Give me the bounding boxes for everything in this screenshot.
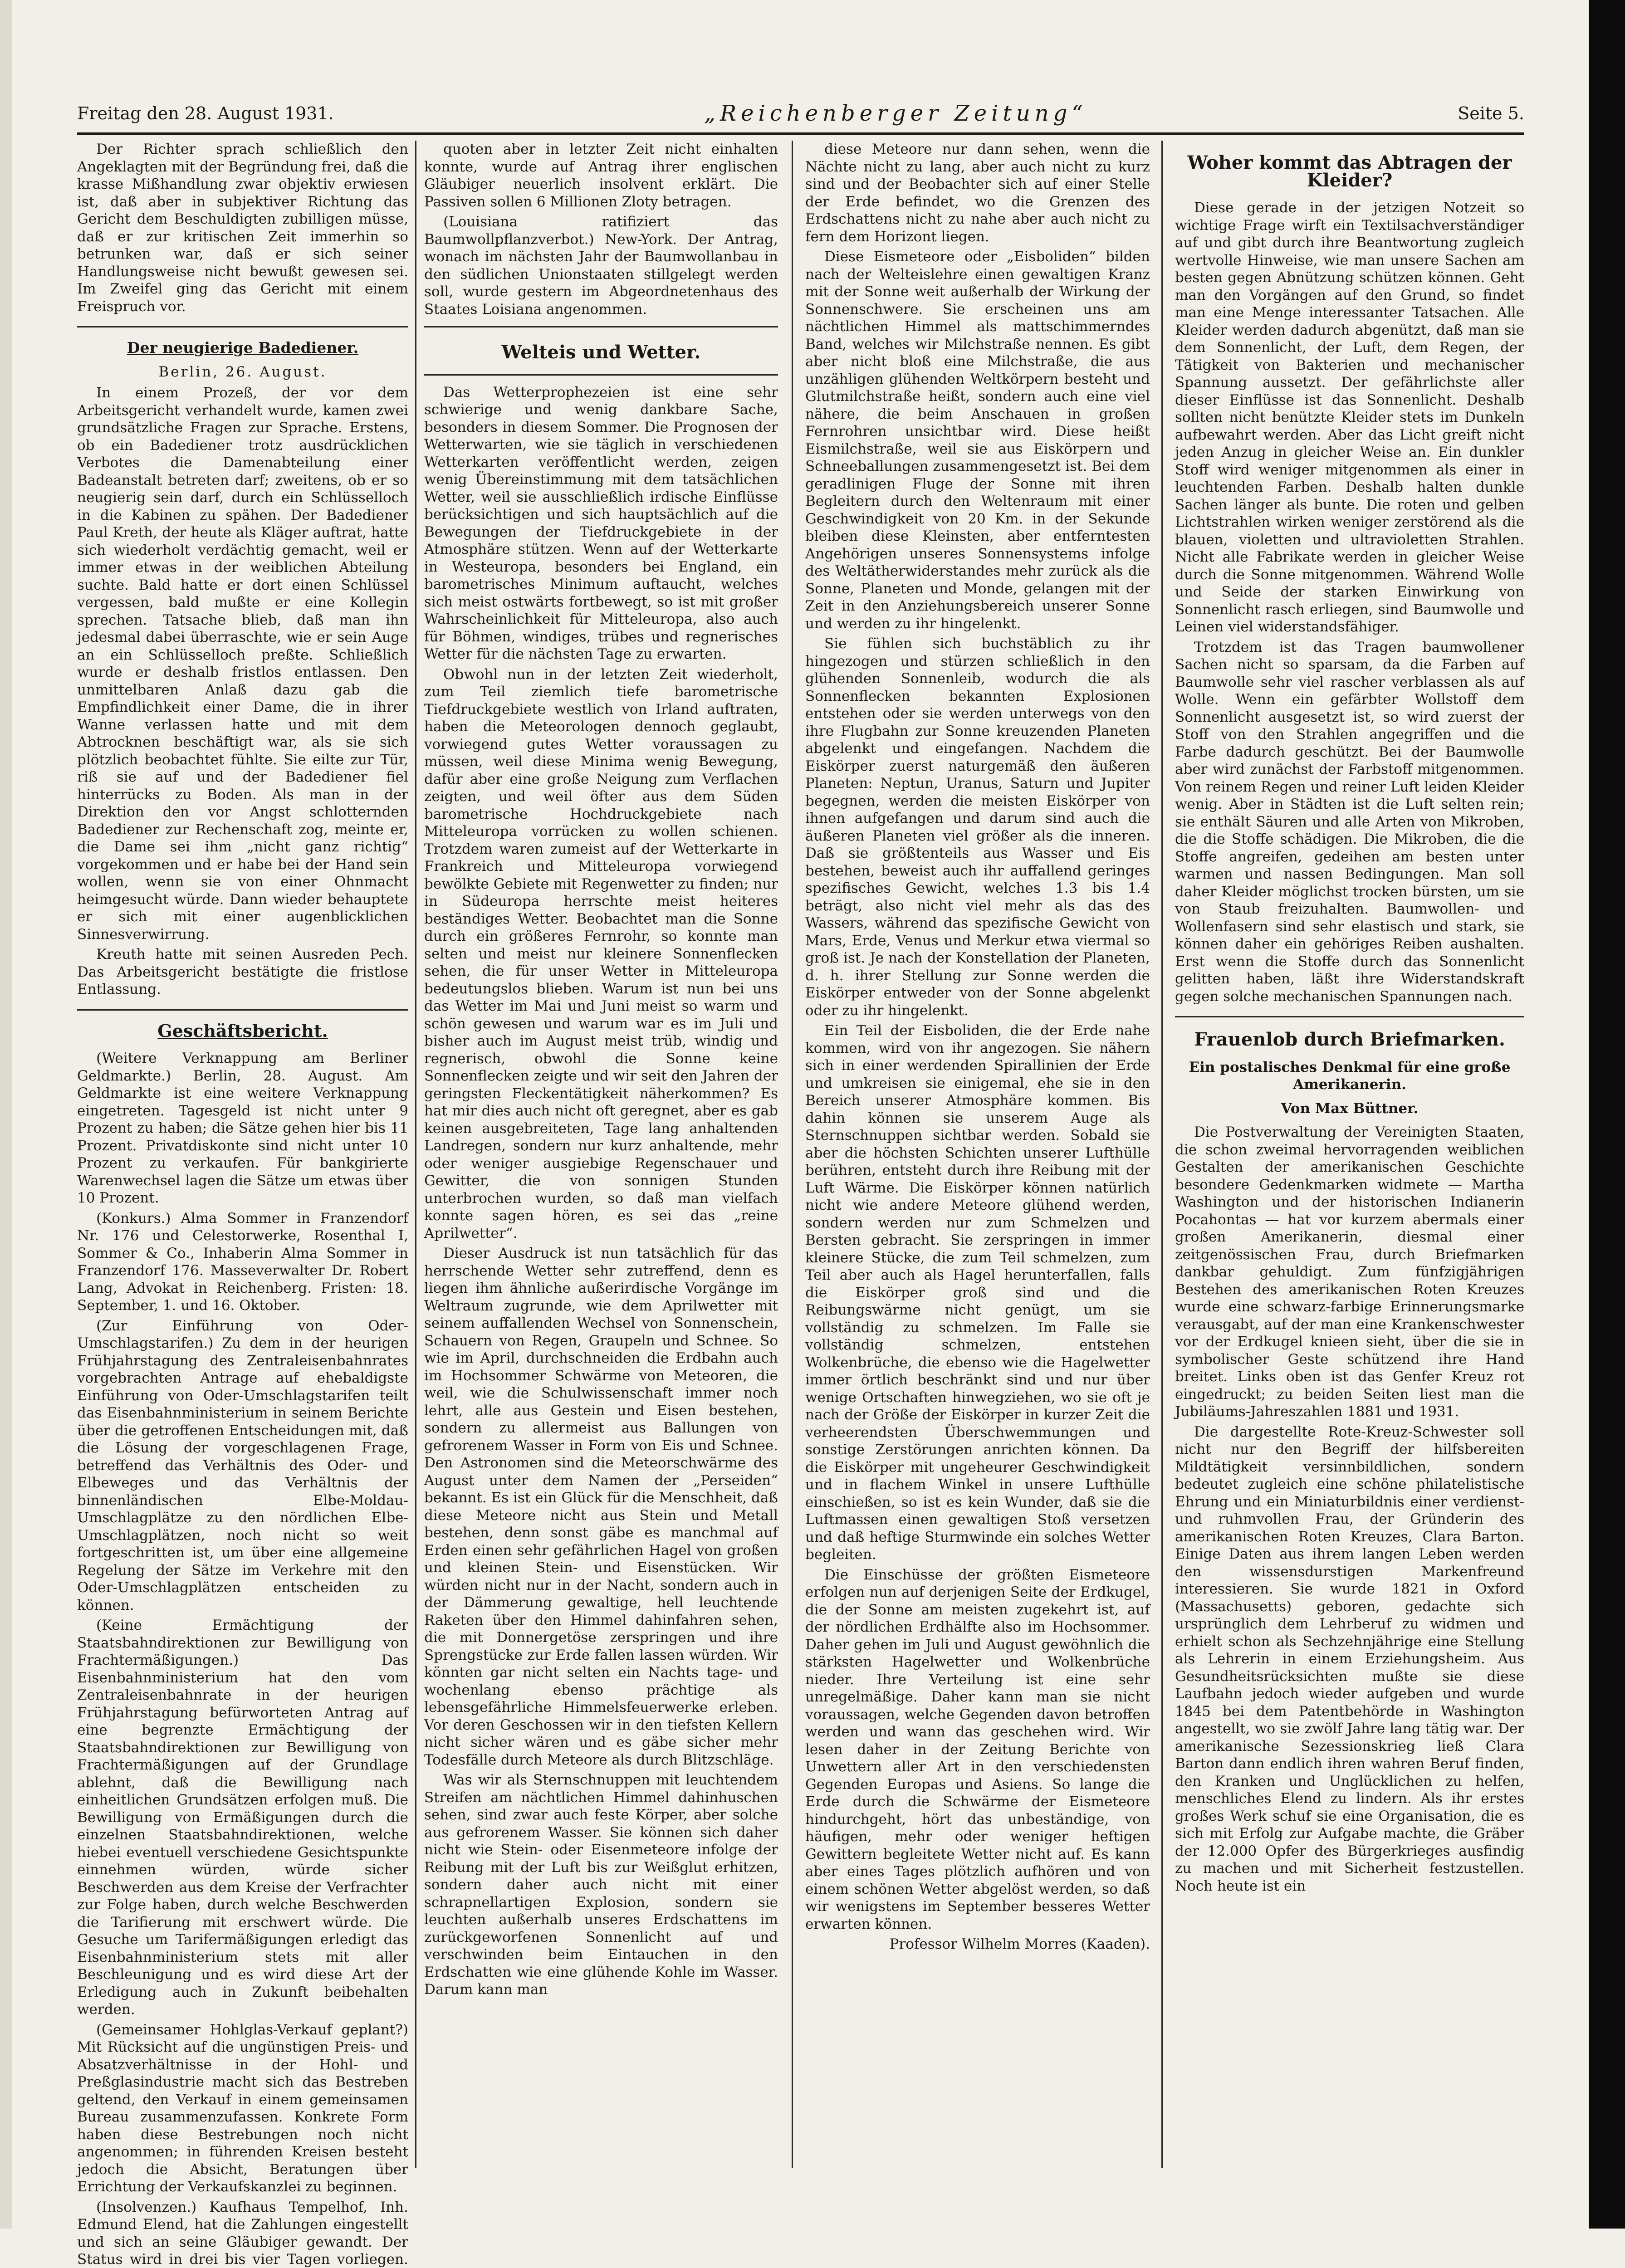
article-subtitle: Ein postalisches Denkmal für eine große Amerikanerin. <box>1175 1059 1524 1094</box>
paragraph: Diese Eismeteore oder „Eisboliden“ bilden nach der Welteislehre einen gewaltigen Kranz mit der Sonne weit außerhalb der Wirkung der Sonnenschwere. Sie erscheinen uns am nächtlichen Himmel als mattschimmerndes Band, welches wir Milchstraße nennen. Es gibt aber nicht bloß eine Milchstraße, die aus unzähligen glühenden Weltkörpern besteht und Glutmilchstraße heißt, sondern auch eine viel nähere, die beim Anschauen in großen Fernrohren unsichtbar wird. Diese heißt Eismilchstraße, weil sie aus Eiskörpern und Schneeballungen zusammengesetzt ist. Bei dem geradlinigen Fluge der Sonne mit ihren Begleitern durch den Weltenraum mit einer Geschwindigkeit von 20 Km. in der Sekunde bleiben diese Kleinsten, aber entferntesten Angehörigen unseres Sonnensystems infolge des Weltätherwiderstandes mehr zurück als die Sonne, Planeten und Monde, gelangen mit der Zeit in den Anziehungsbereich unserer Sonne und werden zu ihr hingelenkt. <box>805 248 1150 632</box>
article-box <box>424 326 778 376</box>
divider <box>1175 1016 1524 1017</box>
paragraph: Diese gerade in der jetzigen Notzeit so wichtige Frage wirft ein Textilsachverständiger auf und gibt durch ihre Beantwortung zugleich wertvolle Hinweise, wie man unsere Sachen am besten gegen Abnützung schützen können. Geht man den Vorgängen auf den Grund, so findet man eine Menge interessanter Tatsachen. Alle Kleider werden dadurch abgenützt, daß man sie dem Sonnenlicht, der Luft, dem Regen, der Tätigkeit von Bakterien und mechanischer Spannung aussetzt. Der gefährlichste aller dieser Einflüsse ist das Sonnenlicht. Deshalb sollten nicht benützte Kleider stets im Dunkeln aufbewahrt werden. Aber das Licht greift nicht jeden Anzug in gleicher Weise an. Ein dunkler Stoff wird weniger mitgenommen als einer in leuchtenden Farben. Deshalb halten dunkle Sachen länger als bunte. Die roten und gelben Lichtstrahlen wirken weniger zerstörend als die blauen, violetten und ultravioletten Strahlen. Nicht alle Fabrikate werden in gleicher Weise durch die Sonne mitgenommen. Während Wolle und Seide der starken Einwirkung von Sonnenlicht rasch erliegen, sind Baumwolle und Leinen viel widerstandsfähiger. <box>1175 199 1524 636</box>
column-rule <box>792 141 793 2168</box>
divider <box>77 1009 408 1011</box>
business-item: (Weitere Verknappung am Berliner Geldmarkte.) Berlin, 28. August. Am Geldmarkte ist eine weitere Verknappung eingetreten. Tagesgeld ist nicht unter 9 Prozent zu haben; die Sätze gehen hier bis 11 Prozent. Privatdiskonte sind nicht unter 10 Prozent zu verkaufen. Für bankgirierte Warenwechsel lagen die Sätze um etwas über 10 Prozent. <box>77 1050 408 1207</box>
paragraph: Kreuth hatte mit seinen Ausreden Pech. Das Arbeitsgericht bestätigte die fristlose Entlassung. <box>77 946 408 998</box>
business-item: (Louisiana ratifiziert das Baumwollpflanzverbot.) New-York. Der Antrag, wonach im nächsten Jahr der Baumwollanbau in den südlichen Unionstaaten stillgelegt werden soll, wurde gestern im Abgeordnetenhaus des Staates Loisiana angenommen. <box>424 213 778 318</box>
paragraph: Was wir als Sternschnuppen mit leuchtendem Streifen am nächtlichen Himmel dahinhuschen sehen, sind zwar auch feste Körper, aber solche aus gefrorenem Wasser. Sie können sich daher nicht wie Stein- oder Eisenmeteore infolge der Reibung mit der Luft bis zur Weißglut erhitzen, sondern daher auch nicht mit einer schrapnellartigen Explosion, sondern sie leuchten außerhalb unseres Erdschattens im zurückgeworfenen Sonnenlicht auf und verschwinden beim Eintauchen in den Erdschatten wie eine glühende Kohle im Wasser. Darum kann man <box>424 1771 778 1999</box>
business-item: (Konkurs.) Alma Sommer in Franzendorf Nr. 176 und Celestorwerke, Rosenthal I, Sommer & Co., Inhaberin Alma Sommer in Franzendorf 176. Masseverwalter Dr. Robert Lang, Advokat in Reichenberg. Fristen: 18. September, 1. und 16. Oktober. <box>77 1210 408 1315</box>
issue-date: Freitag den 28. August 1931. <box>77 103 334 123</box>
scan-dark-edge <box>1589 0 1625 2229</box>
column-rule <box>415 141 416 2168</box>
page-number: Seite 5. <box>1458 103 1524 123</box>
column-3 <box>805 141 1150 1932</box>
divider <box>77 326 408 327</box>
paragraph: Ein Teil der Eisboliden, die der Erde nahe kommen, wird von ihr angezogen. Sie nähern sich in einer werdenden Spirallinien der Erde und umkreisen sie einigemal, ehe sie in den Bereich unserer Atmosphäre kommen. Bis dahin können sie unserem Auge als Sternschnuppen sichtbar werden. Sobald sie aber die höchsten Schichten unserer Lufthülle berühren, entsteht durch ihre Reibung mit der Luft Wärme. Die Eiskörper können natürlich nicht wie andere Meteore glühend werden, sondern werden nur zum Schmelzen und Bersten gebracht. Sie zerspringen in immer kleinere Stücke, die zum Teil schmelzen, zum Teil aber auch als Hagel herunterfallen, falls die Eiskörper groß sind und die Reibungswärme nicht genügt, um sie vollständig zu schmelzen. Im Falle sie vollständig schmelzen, entstehen Wolkenbrüche, die ebenso wie die Hagelwetter immer örtlich beschränkt sind und nur über wenige Ortschaften hinwegziehen, wo sie oft je nach der Größe der Eiskörper in kurzer Zeit die verheerendsten Überschwemmungen und sonstige Zerstörungen anrichten können. Da die Eiskörper mit ungeheurer Geschwindigkeit und in flachem Winkel in unsere Lufthülle einschießen, so ist es kein Wunder, daß sie die Luftmassen einen gewaltigen Stoß versetzen und daß heftige Sturmwinde ein solches Wetter begleiten. <box>805 1022 1150 1564</box>
article-byline: Von Max Büttner. <box>1175 1100 1524 1118</box>
article-title-kleider: Woher kommt das Abtragen der Kleider? <box>1175 154 1524 189</box>
article-title-welteis: Welteis und Wetter. <box>424 344 778 362</box>
paragraph: Das Wetterprophezeien ist eine sehr schwierige und wenig dankbare Sache, besonders in diesem Sommer. Die Prognosen der Wetterwarten, wie sie täglich in verschiedenen Wetterkarten veröffentlicht werden, zeigen wenig Übereinstimmung mit dem tatsächlichen Wetter, weil sie ausschließlich irdische Einflüsse berücksichtigen und sich hauptsächlich auf die Bewegungen der Tiefdruckgebiete in der Atmosphäre stützen. Wenn auf der Wetterkarte in Westeuropa, besonders bei England, ein barometrisches Minimum auftaucht, welches sich meist ostwärts fortbewegt, so ist mit großer Wahrscheinlichkeit für Mitteleuropa, also auch für Böhmen, windiges, trübes und regnerisches Wetter für die nächsten Tage zu erwarten. <box>424 384 778 663</box>
scan-left-edge <box>0 0 12 2229</box>
paragraph: Trotzdem ist das Tragen baumwollener Sachen nicht so sparsam, da die Farben auf Baumwolle sehr viel rascher verblassen als auf Wolle. Wenn ein gefärbter Wollstoff dem Sonnenlicht ausgesetzt ist, so wird zuerst der Stoff von den Strahlen angegriffen und die Farbe dadurch geschützt. Bei der Baumwolle aber wird zunächst der Farbstoff mitgenommen. Von reinem Regen und reiner Luft leiden Kleider wenig. Aber in Städten ist die Luft selten rein; sie enthält Säuren und alle Arten von Mikroben, die die Stoffe schädigen. Die Mikroben, die die Stoffe angreifen, gedeihen am besten unter warmen und nassen Bedingungen. Man soll daher Kleider möglichst trocken bürsten, um sie von Staub freizuhalten. Baumwollen- und Wollenfasern sind sehr elastisch und stark, sie können daher ein gehöriges Reiben aushalten. Erst wenn die Stoffe durch das Sonnenlicht gelitten haben, läßt ihre Widerstandskraft gegen solche mechanischen Spannungen nach. <box>1175 639 1524 1006</box>
business-item: (Keine Ermächtigung der Staatsbahndirektionen zur Bewilligung von Frachtermäßigungen.) Das Eisenbahnministerium hat den vom Zentraleisenbahnrate in der heurigen Frühjahrstagung befürworteten Antrag auf eine begrenzte Ermächtigung der Staatsbahndirektionen zur Bewilligung von Frachtermäßigungen auf der Grundlage ablehnt, daß die Bewilligung nach einheitlichen Grundsätzen erfolgen muß. Die Bewilligung von Ermäßigungen durch die einzelnen Staatsbahndirektionen, welche hiebei eventuell verschiedene Gesichtspunkte einnehmen würden, würde sicher Beschwerden aus dem Kreise der Verfrachter zur Folge haben, durch welche Beschwerden die Tarifierung mit erschwert würde. Die Gesuche um Tarifermäßigungen erledigt das Eisenbahnministerium stets mit aller Beschleunigung und es wird diese Art der Erledigung auch in Zukunft beibehalten werden. <box>77 1617 408 2019</box>
newspaper-title: „Reichenberger Zeitung“ <box>704 101 1087 126</box>
paragraph: diese Meteore nur dann sehen, wenn die Nächte nicht zu lang, aber auch nicht zu kurz sind und der Beobachter sich auf einer Stelle der Erde befindet, wo die Grenzen des Erdschattens nicht zu nahe aber auch nicht zu fern dem Horizont liegen. <box>805 141 1150 245</box>
column-2 <box>424 141 778 2168</box>
business-item: (Insolvenzen.) Kaufhaus Tempelhof, Inh. Edmund Elend, hat die Zahlungen eingestellt und sich an seine Gläubiger gewandt. Der Status wird in drei bis vier Tagen vorliegen. <box>77 2199 408 2268</box>
column-rule <box>1161 141 1163 2168</box>
paragraph: Obwohl nun in der letzten Zeit wiederholt, zum Teil ziemlich tiefe barometrische Tiefdruckgebiete westlich von Irland auftraten, haben die Meteorologen dennoch geglaubt, vorwiegend gutes Wetter voraussagen zu müssen, weil diese Minima wenig Bewegung, dafür aber eine große Neigung zum Verflachen zeigten, und weil öfter aus dem Süden barometrische Hochdruckgebiete nach Mitteleuropa vorrücken zu wollen schienen. Trotzdem waren zumeist auf der Wetterkarte in Frankreich und Mitteleuropa vorwiegend bewölkte Gebiete mit Regenwetter zu finden; nur in Südeuropa herrschte meist heiteres beständiges Wetter. Beobachtet man die Sonne durch ein größeres Fernrohr, so konnte man selten und meist nur kleinere Sonnenflecken sehen, die für unser Wetter in Mitteleuropa bedeutungslos blieben. Warum ist nun bei uns das Wetter im Mai und Juni meist so warm und schön gewesen und warum war es im Juli und bisher auch im August meist trüb, windig und regnerisch, obwohl die Sonne keine Sonnenflecken zeigte und wir seit den Jahren der geringsten Fleckentätigkeit näherkommen? Es hat mir dies auch nicht oft geregnet, aber es gab keinen ausgebreiteten, Tage lang anhaltenden Landregen, sondern nur kurz anhaltende, mehr oder weniger ausgiebige Regenschauer und Gewitter, die von sonnigen Stunden unterbrochen wurden, so daß man vielfach konnte sagen hören, es sei das „reine Aprilwetter“. <box>424 666 778 1242</box>
paragraph: Die Postverwaltung der Vereinigten Staaten, die schon zweimal hervorragenden weiblichen Gestalten der amerikanischen Geschichte besondere Gedenkmarken widmete — Martha Washington und der historischen Indianerin Pocahontas — hat vor kurzem abermals einer großen Amerikanerin, diesmal einer zeitgenössischen Frau, durch Briefmarken dankbar gehuldigt. Zum fünfzigjährigen Bestehen des amerikanischen Roten Kreuzes wurde eine schwarz-farbige Erinnerungsmarke verausgabt, auf der man eine Krankenschwester vor der Erdkugel knieen sieht, über die sie in symbolischer Geste schützend ihre Hand breitet. Links oben ist das Genfer Kreuz rot eingedruckt; zu beiden Seiten liest man die Jubiläums-Jahreszahlen 1881 und 1931. <box>1175 1124 1524 1421</box>
page-header <box>77 98 1524 129</box>
paragraph: Die dargestellte Rote-Kreuz-Schwester soll nicht nur den Begriff der hilfsbereiten Mildtätigkeit versinnbildlichen, sondern bedeutet zugleich eine schöne philatelistische Ehrung und ein Miniaturbildnis einer verdienst- und ruhmvollen Frau, der Gründerin des amerikanischen Roten Kreuzes, Clara Barton. Einige Daten aus ihrem langen Leben werden den wissensdurstigen Markenfreund interessieren. Sie wurde 1821 in Oxford (Massachusetts) geboren, gedachte sich ursprünglich dem Lehrberuf zu widmen und erhielt schon als Sechzehnjährige eine Stellung als Lehrerin in einem Erziehungsheim. Aus Gesundheitsrücksichten mußte sie diese Laufbahn jedoch wieder aufgeben und wurde 1845 bei dem Patentbehörde in Washington angestellt, wo sie zwölf Jahre lang tätig war. Der amerikanische Sezessionskrieg ließ Clara Barton dann endlich ihren wahren Beruf finden, den Kranken und Unglücklichen zu helfen, menschliches Elend zu lindern. Als ihr erstes großes Werk schuf sie eine Organisation, die es sich mit Erfolg zur Aufgabe machte, die Gräber der 12.000 Opfer des Bürgerkrieges ausfindig zu machen und mit Sicherheit festzustellen. Noch heute ist ein <box>1175 1423 1524 1895</box>
paragraph: Dieser Ausdruck ist nun tatsächlich für das herrschende Wetter sehr zutreffend, denn es liegen ihm ähnliche außerirdische Vorgänge im Weltraum zugrunde, wie dem Aprilwetter mit seinem auffallenden Wechsel von Sonnenschein, Schauern von Regen, Graupeln und Schnee. So wie im April, durchschneiden die Erdbahn auch im Hochsommer Schwärme von Meteoren, die weil, wie die Schulwissenschaft immer noch lehrt, alle aus Gestein und Eisen bestehen, sondern zu allermeist aus Ballungen von gefrorenem Wasser in Form von Eis und Schnee. Den Astronomen sind die Meteorschwärme des August unter dem Namen der „Perseiden“ bekannt. Es ist ein Glück für die Menschheit, daß diese Meteore nicht aus Stein und Metall bestehen, denn sonst gäbe es manchmal auf Erden einen sehr gefährlichen Hagel von großen und kleinen Stein- und Eisenstücken. Wir würden nicht nur in der Nacht, sondern auch in der Dämmerung gewaltige, hell leuchtende Raketen über den Himmel dahinfahren sehen, die mit Donnergetöse zerspringen und ihre Sprengstücke zur Erde fallen lassen würden. Wir könnten gar nicht selten ein Nachts tage- und wochenlang ebenso prächtige als lebensgefährliche Himmelsfeuerwerke erleben. Vor deren Geschossen wir in den tiefsten Kellern nicht sicher wären und es gäbe sicher mehr Todesfälle durch Meteore als durch Blitzschläge. <box>424 1245 778 1769</box>
column-1 <box>77 141 408 2173</box>
header-rule <box>77 132 1524 135</box>
article-title-badediener: Der neugierige Badediener. <box>77 339 408 357</box>
business-item: (Gemeinsamer Hohlglas-Verkauf geplant?) Mit Rücksicht auf die ungünstigen Preis- und Absatzverhältnisse in der Hohl- und Preßglasindustrie macht sich das Bestreben geltend, den Verkauf in einem gemeinsamen Bureau zusammenzufassen. Konkrete Form haben diese Bestrebungen noch nicht angenommen; in führenden Kreisen besteht jedoch die Absicht, Beratungen über Errichtung der Verkaufskanzlei zu beginnen. <box>77 2021 408 2196</box>
article-title-frauenlob: Frauenlob durch Briefmarken. <box>1175 1031 1524 1049</box>
column-4 <box>1175 141 1524 2168</box>
paragraph: Sie fühlen sich buchstäblich zu ihr hingezogen und stürzen schließlich in den glühenden Sonnenleib, wodurch die als Sonnenflecken bekannten Explosionen entstehen oder sie werden unterwegs von den ihre Flugbahn zur Sonne kreuzenden Planeten abgelenkt und eingefangen. Nachdem die Eiskörper zuerst naturgemäß den äußeren Planeten: Neptun, Uranus, Saturn und Jupiter begegnen, werden die meisten Eiskörper von ihnen aufgefangen und darum sind auch die äußeren Planeten viel größer als die inneren. Daß sie größtenteils aus Wasser und Eis bestehen, beweist auch ihr auffallend geringes spezifisches Gewicht, welches 1.3 bis 1.4 beträgt, also nicht viel mehr als das des Wassers, während das spezifische Gewicht von Mars, Erde, Venus und Merkur etwa viermal so groß ist. Je nach der Konstellation der Planeten, d. h. ihrer Stellung zur Sonne werden die Eiskörper entweder von der Sonne abgelenkt oder zu ihr hingelenkt. <box>805 635 1150 1019</box>
article-author: Professor Wilhelm Morres (Kaaden). <box>805 1936 1150 1953</box>
court-report-end: Der Richter sprach schließlich den Angeklagten mit der Begründung frei, daß die krasse Mißhandlung zwar objektiv erwiesen ist, daß aber in subjektiver Richtung das Gericht dem Beschuldigten zubilligen müsse, daß er zur kritischen Zeit immerhin so betrunken war, daß er sich seiner Handlungsweise nicht bewußt gewesen sei. Im Zweifel ging das Gericht mit einem Freispruch vor. <box>77 141 408 315</box>
section-title-geschaeftsbericht: Geschäftsbericht. <box>77 1022 408 1040</box>
dateline: Berlin, 26. August. <box>77 363 408 381</box>
paragraph: In einem Prozeß, der vor dem Arbeitsgericht verhandelt wurde, kamen zwei grundsätzliche Fragen zur Sprache. Erstens, ob ein Badediener trotz ausdrücklichen Verbotes die Damenabteilung einer Badeanstalt betreten darf; zweitens, ob er so neugierig sein darf, durch ein Schlüsselloch in die Kabinen zu spähen. Der Badediener Paul Kreth, der heute als Kläger auftrat, hatte sich wiederholt verdächtig gemacht, weil er immer etwas in der weiblichen Abteilung suchte. Bald hatte er dort einen Schlüssel vergessen, bald mußte er eine Kollegin sprechen. Tatsache blieb, daß man ihn jedesmal dabei überraschte, wie er sein Auge an ein Schlüsselloch preßte. Schließlich wurde er deshalb fristlos entlassen. Den unmittelbaren Anlaß dazu gab die Empfindlichkeit einer Dame, die in ihrer Wanne verlassen hatte und mit dem Abtrocknen beschäftigt war, als sie sich plötzlich beobachtet fühlte. Sie eilte zur Tür, riß sie auf und der Badediener fiel hinterrücks zu Boden. Als man in der Direktion den vor Angst schlotternden Badediener zur Rechenschaft zog, meinte er, die Dame sei ihm „nicht ganz richtig“ vorgekommen und er habe bei der Hand sein wollen, wenn sie von einer Ohnmacht heimgesucht würde. Dann wieder behauptete er sich mit einer augenblicklichen Sinnesverwirrung. <box>77 384 408 943</box>
paragraph: Die Einschüsse der größten Eismeteore erfolgen nun auf derjenigen Seite der Erdkugel, die der Sonne am meisten zugekehrt ist, auf der nördlichen Erdhälfte also im Hochsommer. Daher gehen im Juli und August gewöhnlich die stärksten Hagelwetter und Wolkenbrüche nieder. Ihre Verteilung ist eine sehr unregelmäßige. Daher kann man sie nicht voraussagen, welche Gegenden davon betroffen werden und wann das geschehen wird. Wir lesen daher in der Zeitung Berichte von Unwettern aller Art in den verschiedensten Gegenden Europas und Asiens. So lange die Erde durch die Schwärme der Eismeteore hindurchgeht, hört das unbeständige, von häufigen, mehr oder weniger heftigen Gewittern begleitete Wetter nicht auf. Es kann aber eines Tages plötzlich aufhören und von einem schönen Wetter abgelöst werden, so daß wir wenigstens im September besseres Wetter erwarten können. <box>805 1566 1150 1933</box>
business-item: (Zur Einführung von Oder-Umschlagstarifen.) Zu dem in der heurigen Frühjahrstagung des Zentraleisenbahnrates vorgebrachten Antrage auf ehebaldigste Einführung von Oder-Umschlagstarifen teilt das Eisenbahnministerium in seinem Berichte über die getroffenen Entscheidungen mit, daß die Lösung der vorgeschlagenen Frage, betreffend das Verhältnis des Oder- und Elbeweges und das Verhältnis der binnenländischen Elbe-Moldau-Umschlagplätze zu den nördlichen Elbe-Umschlagplätzen, noch nicht so weit fortgeschritten ist, um über eine allgemeine Regelung der Sätze im Verkehre mit den Oder-Umschlagplätzen entscheiden zu können. <box>77 1317 408 1614</box>
business-item-continued: quoten aber in letzter Zeit nicht einhalten konnte, wurde auf Antrag ihrer englischen Gläubiger neuerlich insolvent erklärt. Die Passiven sollen 6 Millionen Zloty betragen. <box>424 141 778 210</box>
